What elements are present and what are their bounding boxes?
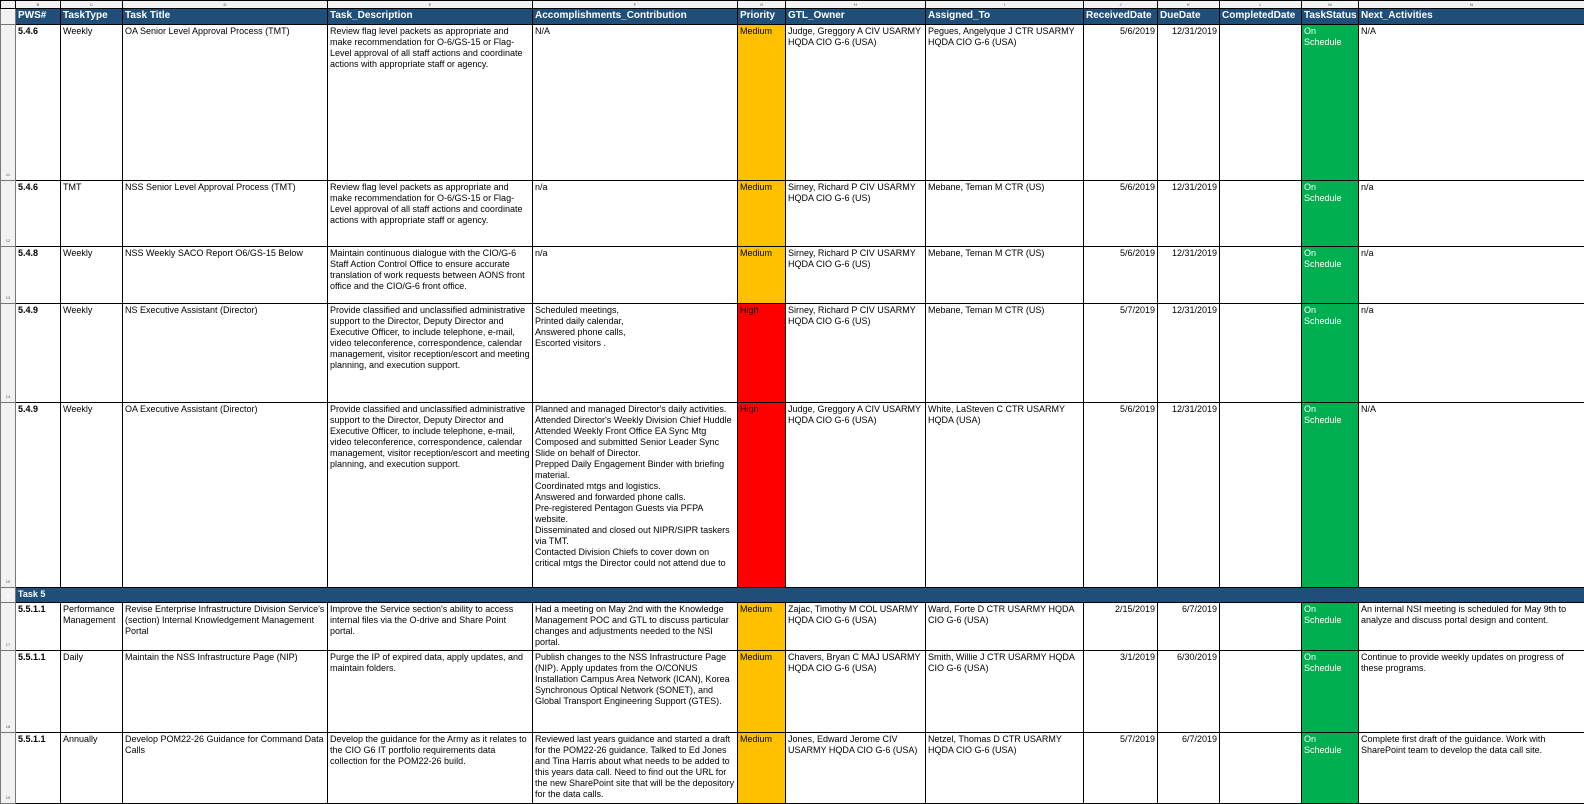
due-date-cell[interactable]: 12/31/2019 — [1158, 303, 1220, 403]
task-status-cell[interactable]: On Schedule — [1302, 24, 1359, 180]
row-number[interactable]: 17 — [1, 602, 16, 650]
header-task-title[interactable]: Task Title — [123, 9, 328, 24]
gtl-owner-cell[interactable]: Jones, Edward Jerome CIV USARMY HQDA CIO G-6 (USA) — [786, 733, 926, 804]
due-date-cell[interactable]: 12/31/2019 — [1158, 247, 1220, 303]
due-date-cell[interactable]: 6/7/2019 — [1158, 733, 1220, 804]
completed-date-cell[interactable] — [1220, 24, 1302, 180]
table-row — [1, 24, 1584, 180]
received-date-cell[interactable]: 5/6/2019 — [1084, 180, 1158, 247]
completed-date-cell[interactable] — [1220, 733, 1302, 804]
section-group — [1, 588, 1584, 602]
accomplishment-line: Publish changes to the NSS Infrastructure Page (NIP). Apply updates from the O/CONUS Installation Campus Area Network (ICAN), Korea Synchronous Optical Network (SONET), and Global Transport Engineering Support (GTES). — [535, 651, 730, 706]
row-number[interactable]: 14 — [1, 303, 16, 403]
accomplishment-line: Disseminated and closed out NIPR/SIPR taskers via TMT. — [535, 525, 730, 547]
accomplishments-cell[interactable] — [533, 650, 738, 732]
table-row — [1, 602, 1584, 650]
pws-cell[interactable]: 5.5.1.1 — [16, 602, 61, 650]
priority-cell[interactable]: Medium — [738, 602, 786, 650]
received-date-cell[interactable]: 5/6/2019 — [1084, 24, 1158, 180]
priority-cell[interactable]: Medium — [738, 247, 786, 303]
completed-date-cell[interactable] — [1220, 247, 1302, 303]
row-number[interactable] — [1, 9, 16, 24]
pws-cell[interactable]: 5.4.6 — [16, 180, 61, 247]
assigned-to-cell[interactable]: Mebane, Teman M CTR (US) — [926, 247, 1084, 303]
completed-date-cell[interactable] — [1220, 180, 1302, 247]
accomplishment-line: Scheduled meetings, — [535, 304, 620, 315]
assigned-to-cell[interactable]: White, LaSteven C CTR USARMY HQDA (USA) — [926, 403, 1084, 588]
column-letter[interactable]: E — [328, 1, 533, 9]
received-date-cell[interactable]: 5/6/2019 — [1084, 247, 1158, 303]
next-activities-cell[interactable]: N/A — [1359, 403, 1584, 588]
task-description-cell[interactable]: Develop the guidance for the Army as it relates to the CIO G6 IT portfolio requirements data collection for the POM22-26 build. — [328, 733, 533, 804]
task-title-cell[interactable]: Maintain the NSS Infrastructure Page (NIP) — [123, 650, 328, 732]
priority-cell[interactable]: Medium — [738, 180, 786, 247]
completed-date-cell[interactable] — [1220, 602, 1302, 650]
gtl-owner-cell[interactable]: Sirney, Richard P CIV USARMY HQDA CIO G-6 (US) — [786, 247, 926, 303]
task-rows-group-b — [1, 602, 1584, 803]
task-title-cell[interactable]: OA Senior Level Approval Process (TMT) — [123, 24, 328, 180]
task-description-cell[interactable]: Provide classified and unclassified administrative support to the Director, Deputy Director and Executive Officer, to include telephone, e-mail, video teleconference, correspondence, calendar management, visitor reception/escort and meeting planning, and execution support. — [328, 303, 533, 403]
accomplishment-line: Reviewed last years guidance and started a draft for the POM22-26 guidance. Talked to Ed Jones and Tina Harris about what needs to be added to this years data call. Need to find out the URL for the new SharePoint site that will be the depository for the data calls. — [535, 734, 735, 800]
assigned-to-cell[interactable]: Smith, Willie J CTR USARMY HQDA CIO G-6 (USA) — [926, 650, 1084, 732]
header-assigned-to[interactable]: Assigned_To — [926, 9, 1084, 24]
accomplishment-line: Escorted visitors . — [535, 337, 607, 348]
due-date-cell[interactable]: 6/7/2019 — [1158, 602, 1220, 650]
pws-cell[interactable]: 5.4.9 — [16, 403, 61, 588]
received-date-cell[interactable]: 5/7/2019 — [1084, 303, 1158, 403]
accomplishment-line: Attended Director's Weekly Division Chief Huddle — [535, 415, 732, 426]
accomplishments-cell[interactable] — [533, 733, 738, 804]
received-date-cell[interactable]: 3/1/2019 — [1084, 650, 1158, 732]
task-type-cell[interactable]: Performance Management — [61, 602, 123, 650]
header-pws[interactable]: PWS# — [16, 9, 61, 24]
accomplishment-line: Composed and submitted Senior Leader Sync Slide on behalf of Director. — [535, 437, 720, 459]
assigned-to-cell[interactable]: Netzel, Thomas D CTR USARMY HQDA CIO G-6 (USA) — [926, 733, 1084, 804]
table-row — [1, 650, 1584, 732]
task-rows-group-a — [1, 24, 1584, 588]
row-number[interactable]: 11 — [1, 24, 16, 180]
column-letter[interactable]: D — [123, 1, 328, 9]
accomplishments-cell[interactable] — [533, 247, 738, 303]
column-letter-row — [1, 1, 1584, 9]
header-task-status[interactable]: TaskStatus — [1302, 9, 1359, 24]
task-type-cell[interactable]: TMT — [61, 180, 123, 247]
column-letter[interactable]: H — [786, 1, 926, 9]
next-activities-cell[interactable]: n/a — [1359, 180, 1584, 247]
pws-cell[interactable]: 5.4.6 — [16, 24, 61, 180]
task-status-cell[interactable]: On Schedule — [1302, 247, 1359, 303]
column-letter[interactable]: N — [1359, 1, 1584, 9]
received-date-cell[interactable]: 5/6/2019 — [1084, 403, 1158, 588]
accomplishment-line: Planned and managed Director's daily activities. — [535, 404, 727, 415]
task-description-cell[interactable]: Provide classified and unclassified administrative support to the Director, Deputy Director and Executive Officer, to include telephone, e-mail, video teleconference, correspondence, calendar management, visitor reception/escort and meeting planning, and execution support. — [328, 403, 533, 588]
section-row — [1, 588, 1584, 602]
task-title-cell[interactable]: NS Executive Assistant (Director) — [123, 303, 328, 403]
completed-date-cell[interactable] — [1220, 650, 1302, 732]
priority-cell[interactable]: High — [738, 303, 786, 403]
due-date-cell[interactable]: 12/31/2019 — [1158, 403, 1220, 588]
task-type-cell[interactable]: Weekly — [61, 303, 123, 403]
header-received-date[interactable]: ReceivedDate — [1084, 9, 1158, 24]
accomplishments-cell[interactable] — [533, 180, 738, 247]
task-title-cell[interactable]: Develop POM22-26 Guidance for Command Data Calls — [123, 733, 328, 804]
header-row — [1, 9, 1584, 24]
task-status-cell[interactable]: On Schedule — [1302, 733, 1359, 804]
next-activities-cell[interactable]: n/a — [1359, 247, 1584, 303]
section-label[interactable]: Task 5 — [16, 588, 1584, 602]
table-row — [1, 733, 1584, 804]
next-activities-cell[interactable]: Continue to provide weekly updates on progress of these programs. — [1359, 650, 1584, 732]
task-title-cell[interactable]: OA Executive Assistant (Director) — [123, 403, 328, 588]
row-number[interactable]: 16 — [1, 588, 16, 602]
header-completed-date[interactable]: CompletedDate — [1220, 9, 1302, 24]
column-letter[interactable]: I — [926, 1, 1084, 9]
accomplishments-cell[interactable] — [533, 403, 738, 588]
task-type-cell[interactable]: Weekly — [61, 24, 123, 180]
task-title-cell[interactable]: NSS Weekly SACO Report O6/GS-15 Below — [123, 247, 328, 303]
accomplishments-cell[interactable] — [533, 24, 738, 180]
task-type-cell[interactable]: Daily — [61, 650, 123, 732]
select-all-corner[interactable] — [1, 1, 16, 9]
pws-cell[interactable]: 5.5.1.1 — [16, 650, 61, 732]
pws-cell[interactable]: 5.4.8 — [16, 247, 61, 303]
assigned-to-cell[interactable]: Ward, Forte D CTR USARMY HQDA CIO G-6 (USA) — [926, 602, 1084, 650]
accomplishment-line: N/A — [535, 25, 551, 36]
task-description-cell[interactable]: Purge the IP of expired data, apply updates, and maintain folders. — [328, 650, 533, 732]
row-number[interactable]: 13 — [1, 247, 16, 303]
task-status-cell[interactable]: On Schedule — [1302, 403, 1359, 588]
row-number[interactable]: 19 — [1, 733, 16, 804]
column-letter[interactable]: C — [61, 1, 123, 9]
table-row — [1, 303, 1584, 403]
table-row — [1, 247, 1584, 303]
next-activities-cell[interactable]: N/A — [1359, 24, 1584, 180]
priority-cell[interactable]: Medium — [738, 733, 786, 804]
column-letter[interactable]: L — [1220, 1, 1302, 9]
task-status-cell[interactable]: On Schedule — [1302, 602, 1359, 650]
header-task-type[interactable]: TaskType — [61, 9, 123, 24]
column-letter[interactable]: F — [533, 1, 738, 9]
column-letter[interactable]: G — [738, 1, 786, 9]
accomplishment-line: Answered phone calls, — [535, 326, 626, 337]
priority-cell[interactable]: Medium — [738, 24, 786, 180]
task-description-cell[interactable]: Improve the Service section's ability to access internal files via the O-drive and Share Point portal. — [328, 602, 533, 650]
completed-date-cell[interactable] — [1220, 303, 1302, 403]
received-date-cell[interactable]: 5/7/2019 — [1084, 733, 1158, 804]
task-status-cell[interactable]: On Schedule — [1302, 650, 1359, 732]
row-number[interactable]: 12 — [1, 180, 16, 247]
accomplishment-line: Attended Weekly Front Office EA Sync Mtg — [535, 426, 707, 437]
task-description-cell[interactable]: Review flag level packets as appropriate and make recommendation for O-6/GS-15 or Flag-Level approval of all staff actions and coordinate actions with appropriate staff or agency. — [328, 180, 533, 247]
table-row — [1, 403, 1584, 588]
header-accomplishments[interactable]: Accomplishments_Contribution — [533, 9, 738, 24]
gtl-owner-cell[interactable]: Judge, Greggory A CIV USARMY HQDA CIO G-6 (USA) — [786, 403, 926, 588]
header-next-activities[interactable]: Next_Activities — [1359, 9, 1584, 24]
header-gtl-owner[interactable]: GTL_Owner — [786, 9, 926, 24]
priority-cell[interactable]: High — [738, 403, 786, 588]
accomplishment-line: Pre-registered Pentagon Guests via PFPA website. — [535, 503, 703, 525]
next-activities-cell[interactable]: n/a — [1359, 303, 1584, 403]
due-date-cell[interactable]: 12/31/2019 — [1158, 24, 1220, 180]
gtl-owner-cell[interactable]: Judge, Greggory A CIV USARMY HQDA CIO G-6 (USA) — [786, 24, 926, 180]
task-title-cell[interactable]: Revise Enterprise Infrastructure Division Service's (section) Internal Knowledgement Management Portal — [123, 602, 328, 650]
accomplishment-line: Prepped Daily Engagement Binder with briefing material. — [535, 459, 725, 481]
task-type-cell[interactable]: Weekly — [61, 403, 123, 588]
completed-date-cell[interactable] — [1220, 403, 1302, 588]
task-description-cell[interactable]: Maintain continuous dialogue with the CIO/G-6 Staff Action Control Office to ensure accurate translation of work requests between AONS front office and the CIO/G-6 front office. — [328, 247, 533, 303]
task-type-cell[interactable]: Weekly — [61, 247, 123, 303]
next-activities-cell[interactable]: Complete first draft of the guidance. Work with SharePoint team to develop the data call site. — [1359, 733, 1584, 804]
assigned-to-cell[interactable]: Mebane, Teman M CTR (US) — [926, 303, 1084, 403]
accomplishment-line: Printed daily calendar, — [535, 315, 624, 326]
gtl-owner-cell[interactable]: Chavers, Bryan C MAJ USARMY HQDA CIO G-6 (USA) — [786, 650, 926, 732]
task-description-cell[interactable]: Review flag level packets as appropriate and make recommendation for O-6/GS-15 or Flag-Level approval of all staff actions and coordinate actions with appropriate staff or agency. — [328, 24, 533, 180]
next-activities-cell[interactable]: An internal NSI meeting is scheduled for May 9th to analyze and discuss portal design and content. — [1359, 602, 1584, 650]
accomplishment-line: Answered and forwarded phone calls. — [535, 492, 686, 503]
pws-cell[interactable]: 5.5.1.1 — [16, 733, 61, 804]
gtl-owner-cell[interactable]: Sirney, Richard P CIV USARMY HQDA CIO G-6 (US) — [786, 303, 926, 403]
row-number[interactable]: 18 — [1, 650, 16, 732]
priority-cell[interactable]: Medium — [738, 650, 786, 732]
row-number[interactable]: 15 — [1, 403, 16, 588]
task-type-cell[interactable]: Annually — [61, 733, 123, 804]
header-task-description[interactable]: Task_Description — [328, 9, 533, 24]
accomplishment-line: n/a — [535, 248, 548, 259]
gtl-owner-cell[interactable]: Zajac, Timothy M COL USARMY HQDA CIO G-6 (USA) — [786, 602, 926, 650]
column-letter[interactable]: B — [16, 1, 61, 9]
column-letter[interactable]: J — [1084, 1, 1158, 9]
gtl-owner-cell[interactable]: Sirney, Richard P CIV USARMY HQDA CIO G-6 (US) — [786, 180, 926, 247]
header-priority[interactable]: Priority — [738, 9, 786, 24]
due-date-cell[interactable]: 6/30/2019 — [1158, 650, 1220, 732]
column-letter[interactable]: M — [1302, 1, 1359, 9]
accomplishment-line: n/a — [535, 181, 548, 192]
task-status-cell[interactable]: On Schedule — [1302, 303, 1359, 403]
accomplishments-cell[interactable] — [533, 303, 738, 403]
received-date-cell[interactable]: 2/15/2019 — [1084, 602, 1158, 650]
accomplishment-line: Coordinated mtgs and logistics. — [535, 481, 661, 492]
assigned-to-cell[interactable]: Mebane, Teman M CTR (US) — [926, 180, 1084, 247]
accomplishment-line: Contacted Division Chiefs to cover down on critical mtgs the Director could not attend due to — [535, 547, 726, 569]
task-status-cell[interactable]: On Schedule — [1302, 180, 1359, 247]
header-due-date[interactable]: DueDate — [1158, 9, 1220, 24]
pws-cell[interactable]: 5.4.9 — [16, 303, 61, 403]
table-row — [1, 180, 1584, 247]
due-date-cell[interactable]: 12/31/2019 — [1158, 180, 1220, 247]
assigned-to-cell[interactable]: Pegues, Angelyque J CTR USARMY HQDA CIO G-6 (USA) — [926, 24, 1084, 180]
accomplishments-cell[interactable] — [533, 602, 738, 650]
column-letter[interactable]: K — [1158, 1, 1220, 9]
accomplishment-line: Had a meeting on May 2nd with the Knowledge Management POC and GTL to discuss particular changes and adjustments needed to the NSI portal. — [535, 603, 729, 647]
task-title-cell[interactable]: NSS Senior Level Approval Process (TMT) — [123, 180, 328, 247]
